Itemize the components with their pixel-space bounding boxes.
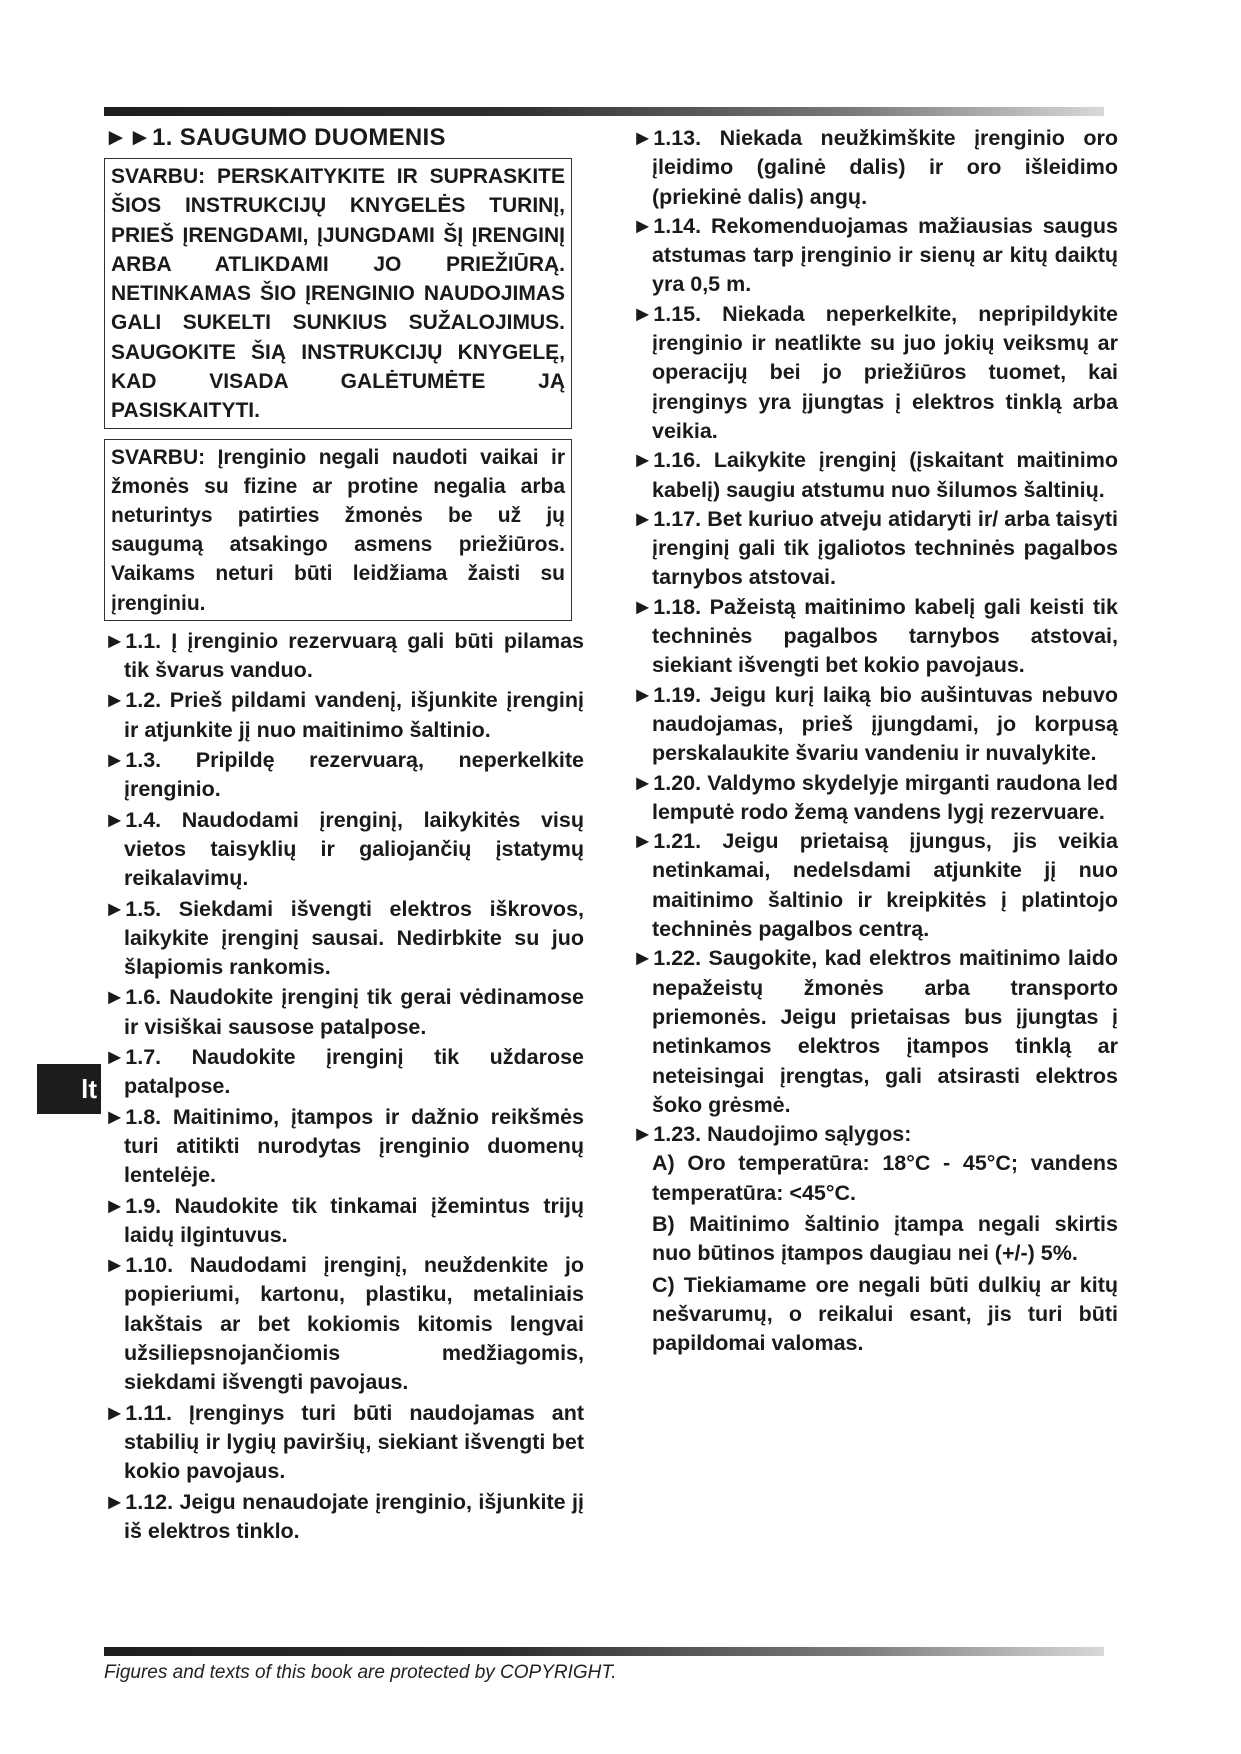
condition-b: B) Maitinimo šaltinio įtampa negali skirtis nuo būtinos įtampos daugiau nei (+/-) 5%. bbox=[652, 1211, 1118, 1266]
safety-item-1-7: ►1.7. Naudokite įrenginį tik uždarose patalpose. bbox=[104, 1045, 584, 1099]
safety-item-1-12: ►1.12. Jeigu nenaudojate įrenginio, išjunkite jį iš elektros tinklo. bbox=[104, 1489, 584, 1543]
bottom-divider-bar bbox=[104, 1647, 1104, 1656]
top-divider-bar bbox=[104, 107, 1104, 116]
safety-item-1-6: ►1.6. Naudokite įrenginį tik gerai vėdinamose ir visiškai sausose patalpose. bbox=[104, 985, 584, 1039]
safety-item-1-4: ►1.4. Naudodami įrenginį, laikykitės visų vietos taisyklių ir galiojančių įstatymų reikalavimų. bbox=[104, 807, 584, 891]
safety-item-1-22: ►1.22. Saugokite, kad elektros maitinimo laido nepažeistų žmonės arba transporto priemonės. Jeigu prietaisas bus įjungtas į netinkamos elektros įtampos tinklą ar neteisingai įrengtas, gali atsirasti elektros šoko grėsmė. bbox=[632, 946, 1118, 1117]
copyright-footer: Figures and texts of this book are protected by COPYRIGHT. bbox=[104, 1662, 617, 1683]
right-column bbox=[632, 124, 1118, 1358]
safety-item-1-23: ►1.23. Naudojimo sąlygos: bbox=[632, 1122, 912, 1147]
safety-item-1-20: ►1.20. Valdymo skydelyje mirganti raudona led lemputė rodo žemą vandens lygį rezervuare. bbox=[632, 770, 1118, 824]
condition-a: A) Oro temperatūra: 18°C - 45°C; vandens temperatūra: <45°C. bbox=[652, 1151, 1118, 1205]
safety-item-1-18: ►1.18. Pažeistą maitinimo kabelį gali keisti tik techninės pagalbos tarnybos atstovai, siekiant išvengti bet kokio pavojaus. bbox=[632, 594, 1118, 678]
left-column bbox=[104, 124, 584, 1547]
language-tab: lt bbox=[37, 1064, 101, 1114]
safety-item-1-16: ►1.16. Laikykite įrenginį (įskaitant maitinimo kabelį) saugiu atstumu nuo šilumos šaltinių. bbox=[632, 448, 1118, 502]
warning-box-read-instructions: SVARBU: PERSKAITYKITE IR SUPRASKITE ŠIOS INSTRUKCIJŲ KNYGELĖS TURINĮ, PRIEŠ ĮRENGDAMI, ĮJUNGDAMI ŠĮ ĮRENGINĮ ARBA ATLIKDAMI JO PRIEŽIŪRĄ. NETINKAMAS ŠIO ĮRENGINIO NAUDOJIMAS GALI SUKELTI SUNKIUS SUŽALOJIMUS. SAUGOKITE ŠIĄ INSTRUKCIJŲ KNYGELĘ, KAD VISADA GALĖTUMĖTE JĄ PASISKAITYTI. bbox=[104, 158, 572, 429]
safety-item-1-19: ►1.19. Jeigu kurį laiką bio aušintuvas nebuvo naudojamas, prieš įjungdami, jo korpusą perskalaukite švariu vandeniu ir nuvalykite. bbox=[632, 682, 1118, 766]
safety-item-1-2: ►1.2. Prieš pildami vandenį, išjunkite įrenginį ir atjunkite jį nuo maitinimo šaltinio. bbox=[104, 688, 584, 742]
safety-item-1-15: ►1.15. Niekada neperkelkite, nepripildykite įrenginio ir neatlikte su juo jokių veiksmų ar operacijų bei jo priežiūros tuomet, kai įrenginys yra įjungtas į elektros tinklą arba veikia. bbox=[632, 301, 1118, 443]
safety-item-1-17: ►1.17. Bet kuriuo atveju atidaryti ir/ arba taisyti įrenginį gali tik įgaliotos techninės pagalbos tarnybos atstovai. bbox=[632, 506, 1118, 590]
safety-item-1-9: ►1.9. Naudokite tik tinkamai įžemintus trijų laidų ilgintuvus. bbox=[104, 1193, 584, 1247]
condition-c: C) Tiekiamame ore negali būti dulkių ar kitų nešvarumų, o reikalui esant, jis turi būti papildomai valomas. bbox=[652, 1272, 1118, 1356]
safety-item-1-10: ►1.10. Naudodami įrenginį, neuždenkite jo popieriumi, kartonu, plastiku, metaliniais lakštais ar bet kokiomis kitomis lengvai užsiliepsnojančiomis medžiagomis, siekdami išvengti pavojaus. bbox=[104, 1253, 584, 1395]
safety-item-1-3: ►1.3. Pripildę rezervuarą, neperkelkite įrenginio. bbox=[104, 748, 584, 802]
safety-item-1-14: ►1.14. Rekomenduojamas mažiausias saugus atstumas tarp įrenginio ir sienų ar kitų daiktų yra 0,5 m. bbox=[632, 213, 1118, 297]
safety-item-1-1: ►1.1. Į įrenginio rezervuarą gali būti pilamas tik švarus vanduo. bbox=[104, 628, 584, 683]
safety-item-1-13: ►1.13. Niekada neužkimškite įrenginio oro įleidimo (galinė dalis) ir oro išleidimo (priekinė dalis) angų. bbox=[632, 126, 1118, 209]
safety-item-1-11: ►1.11. Įrenginys turi būti naudojamas ant stabilių ir lygių paviršių, siekiant išvengti bet kokio pavojaus. bbox=[104, 1400, 584, 1484]
warning-box-children: SVARBU: Įrenginio negali naudoti vaikai ir žmonės su fizine ar protine negalia arba neturintys patirties žmonės be už jų saugumą atsakingo asmens priežiūros. Vaikams neturi būti leidžiama žaisti su įrenginiu. bbox=[104, 439, 572, 621]
section-heading: ►►1. SAUGUMO DUOMENIS bbox=[104, 124, 446, 151]
safety-item-1-21: ►1.21. Jeigu prietaisą įjungus, jis veikia netinkamai, nedelsdami atjunkite jį nuo maitinimo šaltinio ir kreipkitės į platintojo techninės pagalbos centrą. bbox=[632, 829, 1118, 942]
safety-item-1-5: ►1.5. Siekdami išvengti elektros iškrovos, laikykite įrenginį sausai. Nedirbkite su juo šlapiomis rankomis. bbox=[104, 896, 584, 980]
safety-item-1-8: ►1.8. Maitinimo, įtampos ir dažnio reikšmės turi atitikti nurodytas įrenginio duomenų lentelėje. bbox=[104, 1104, 584, 1188]
